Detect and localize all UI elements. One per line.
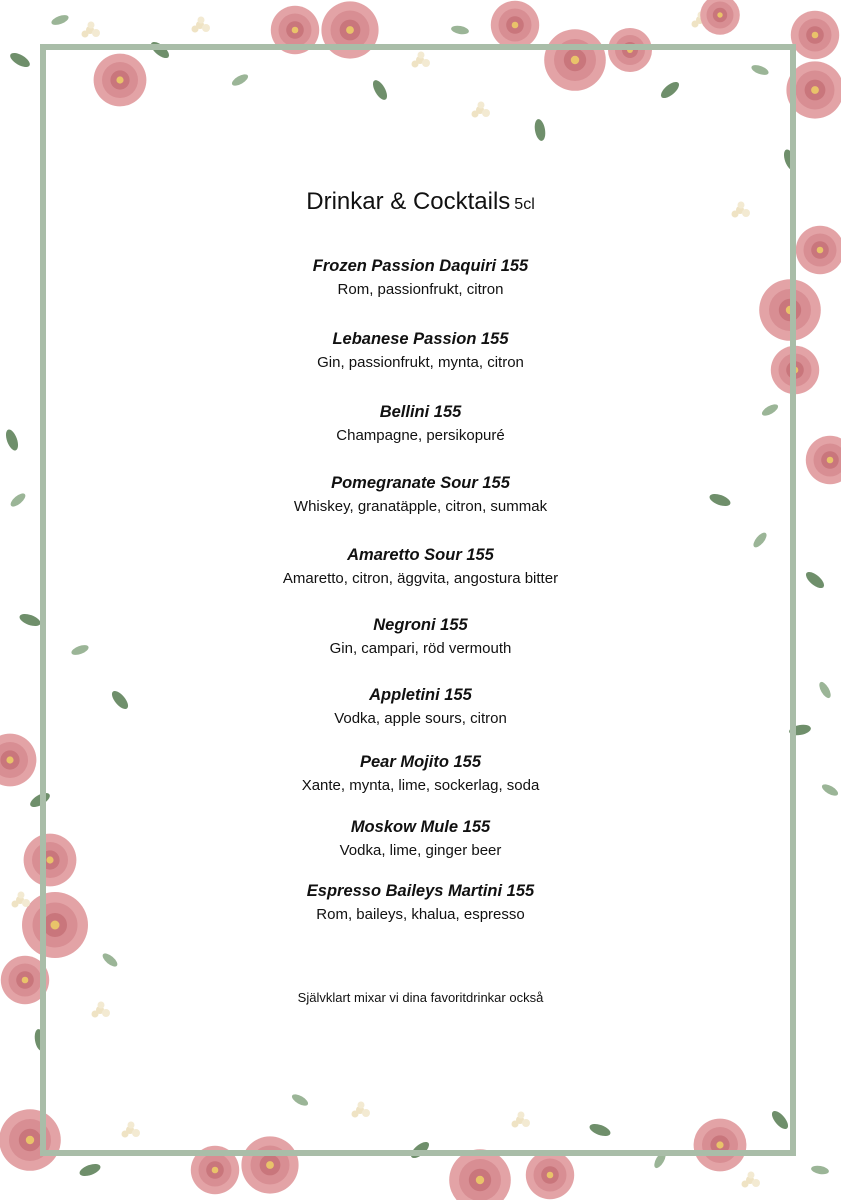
menu-item — [140, 328, 701, 374]
drink-name: Pear Mojito 155 — [359, 753, 482, 771]
menu-item — [140, 255, 701, 301]
menu-item — [140, 544, 701, 590]
drink-name: Espresso Baileys Martini 155 — [306, 882, 535, 900]
menu-footer-note: Självklart mixar vi dina favoritdrinkar också — [297, 990, 544, 1005]
drink-ingredients: Gin, passionfrukt, mynta, citron — [317, 354, 524, 371]
drink-name: Moskow Mule 155 — [350, 818, 491, 836]
drink-ingredients: Vodka, lime, ginger beer — [339, 842, 502, 859]
drink-ingredients: Amaretto, citron, äggvita, angostura bitter — [282, 570, 559, 587]
menu-item — [140, 472, 701, 518]
drink-name: Pomegranate Sour 155 — [331, 474, 510, 492]
drink-ingredients: Xante, mynta, lime, sockerlag, soda — [301, 777, 540, 794]
drink-name: Lebanese Passion 155 — [332, 330, 509, 348]
drink-ingredients: Gin, campari, röd vermouth — [329, 640, 512, 657]
drink-ingredients: Whiskey, granatäpple, citron, summak — [293, 498, 548, 515]
drink-name: Amaretto Sour 155 — [347, 546, 494, 564]
menu-title — [140, 187, 701, 220]
menu-item — [140, 816, 701, 862]
menu-unit: 5cl — [514, 196, 535, 213]
drink-ingredients: Vodka, apple sours, citron — [334, 710, 507, 727]
drink-ingredients: Rom, passionfrukt, citron — [337, 281, 504, 298]
menu-item — [140, 614, 701, 660]
drink-name: Appletini 155 — [369, 686, 472, 704]
drink-ingredients: Rom, baileys, khalua, espresso — [316, 906, 525, 923]
menu-title-text: Drinkar & Cocktails — [306, 188, 511, 215]
menu-item — [140, 401, 701, 447]
menu-item — [140, 880, 701, 926]
menu-item — [140, 751, 701, 797]
drink-name: Frozen Passion Daquiri 155 — [312, 257, 529, 275]
drink-ingredients: Champagne, persikopuré — [336, 427, 505, 444]
drink-name: Bellini 155 — [379, 403, 462, 421]
drink-name: Negroni 155 — [373, 616, 468, 634]
menu-item — [140, 684, 701, 730]
